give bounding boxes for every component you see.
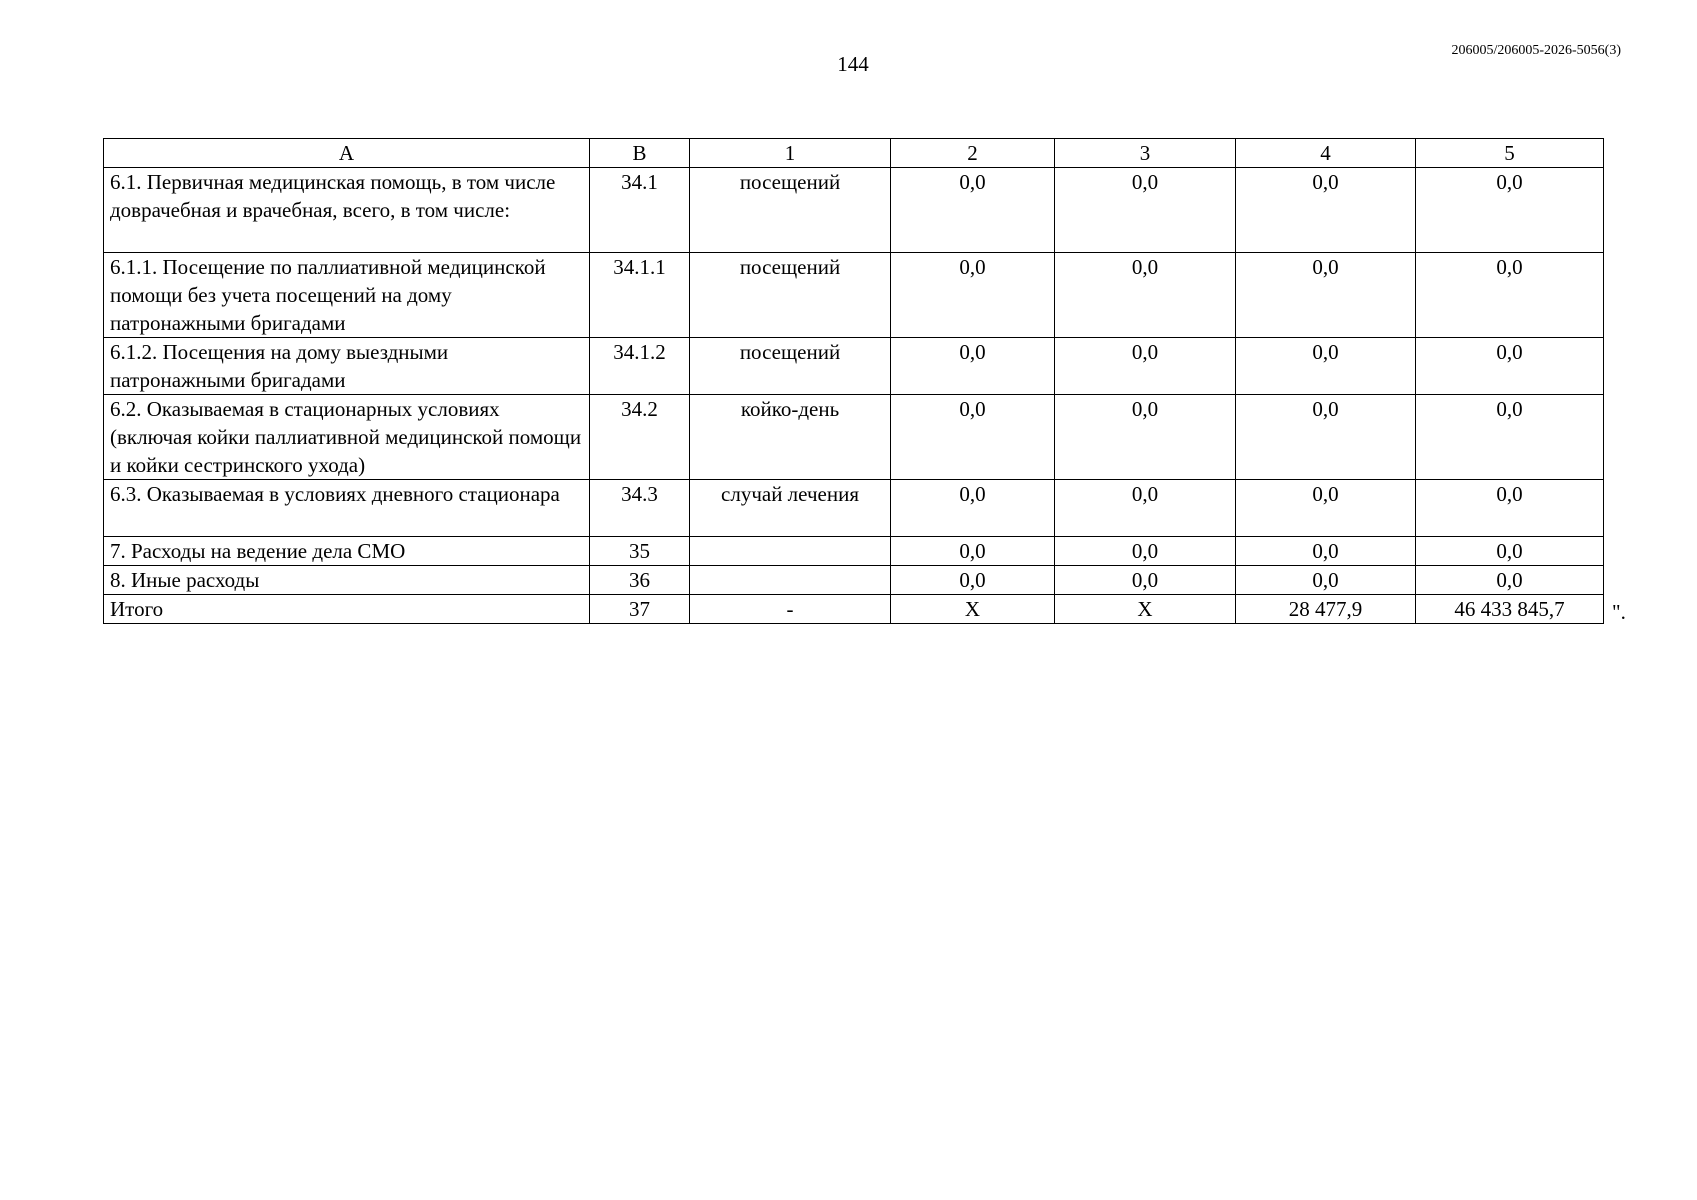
value-col-5-cell: 0,0	[1416, 253, 1604, 338]
value-col-2-cell: 0,0	[891, 480, 1055, 537]
row-code-cell: 34.1.2	[590, 338, 690, 395]
table-row	[104, 168, 1604, 253]
table-row	[104, 253, 1604, 338]
row-label-cell: Итого	[104, 595, 590, 624]
value-col-4-cell: 0,0	[1236, 537, 1416, 566]
column-header-1: 1	[690, 139, 891, 168]
table-body	[104, 168, 1604, 624]
value-col-5-cell: 46 433 845,7	[1416, 595, 1604, 624]
value-col-5-cell: 0,0	[1416, 537, 1604, 566]
row-code-cell: 34.3	[590, 480, 690, 537]
column-header-3: 3	[1055, 139, 1236, 168]
value-col-4-cell: 0,0	[1236, 480, 1416, 537]
row-code-cell: 35	[590, 537, 690, 566]
column-header-5: 5	[1416, 139, 1604, 168]
row-code-cell: 37	[590, 595, 690, 624]
unit-cell: посещений	[690, 253, 891, 338]
value-col-3-cell: 0,0	[1055, 395, 1236, 480]
value-col-3-cell: 0,0	[1055, 537, 1236, 566]
value-col-2-cell: 0,0	[891, 253, 1055, 338]
row-label-cell: 7. Расходы на ведение дела СМО	[104, 537, 590, 566]
unit-cell: случай лечения	[690, 480, 891, 537]
value-col-4-cell: 0,0	[1236, 168, 1416, 253]
page-number: 144	[837, 52, 869, 76]
value-col-4-cell: 0,0	[1236, 338, 1416, 395]
value-col-3-cell: 0,0	[1055, 338, 1236, 395]
row-label-cell: 8. Иные расходы	[104, 566, 590, 595]
table-header-row	[104, 139, 1604, 168]
unit-cell: посещений	[690, 168, 891, 253]
value-col-5-cell: 0,0	[1416, 168, 1604, 253]
row-code-cell: 34.1.1	[590, 253, 690, 338]
table-row	[104, 537, 1604, 566]
row-label-cell: 6.1. Первичная медицинская помощь, в том числе доврачебная и врачебная, всего, в том числе:	[104, 168, 590, 253]
row-label-cell: 6.1.2. Посещения на дому выездными патронажными бригадами	[104, 338, 590, 395]
row-label-cell: 6.1.1. Посещение по паллиативной медицинской помощи без учета посещений на дому патронажными бригадами	[104, 253, 590, 338]
table-row	[104, 338, 1604, 395]
value-col-2-cell: 0,0	[891, 566, 1055, 595]
unit-cell: койко-день	[690, 395, 891, 480]
row-label-cell: 6.3. Оказываемая в условиях дневного стационара	[104, 480, 590, 537]
value-col-4-cell: 0,0	[1236, 566, 1416, 595]
value-col-2-cell: 0,0	[891, 395, 1055, 480]
value-col-3-cell: 0,0	[1055, 168, 1236, 253]
table-row	[104, 480, 1604, 537]
row-code-cell: 36	[590, 566, 690, 595]
value-col-2-cell: Х	[891, 595, 1055, 624]
value-col-4-cell: 0,0	[1236, 395, 1416, 480]
value-col-3-cell: Х	[1055, 595, 1236, 624]
value-col-3-cell: 0,0	[1055, 253, 1236, 338]
row-code-cell: 34.2	[590, 395, 690, 480]
document-code: 206005/206005-2026-5056(3)	[1451, 43, 1621, 58]
value-col-2-cell: 0,0	[891, 338, 1055, 395]
unit-cell: -	[690, 595, 891, 624]
row-code-cell: 34.1	[590, 168, 690, 253]
unit-cell	[690, 566, 891, 595]
value-col-4-cell: 0,0	[1236, 253, 1416, 338]
table-row	[104, 595, 1604, 624]
table-row	[104, 395, 1604, 480]
column-header-4: 4	[1236, 139, 1416, 168]
value-col-5-cell: 0,0	[1416, 566, 1604, 595]
value-col-3-cell: 0,0	[1055, 566, 1236, 595]
unit-cell	[690, 537, 891, 566]
value-col-4-cell: 28 477,9	[1236, 595, 1416, 624]
table-row	[104, 566, 1604, 595]
data-table	[103, 138, 1604, 624]
value-col-5-cell: 0,0	[1416, 395, 1604, 480]
row-label-cell: 6.2. Оказываемая в стационарных условиях (включая койки паллиативной медицинской помощи и койки сестринского ухода)	[104, 395, 590, 480]
value-col-2-cell: 0,0	[891, 537, 1055, 566]
column-header-a: А	[104, 139, 590, 168]
value-col-5-cell: 0,0	[1416, 480, 1604, 537]
unit-cell: посещений	[690, 338, 891, 395]
column-header-b: В	[590, 139, 690, 168]
column-header-2: 2	[891, 139, 1055, 168]
closing-quote-mark: ".	[1612, 600, 1626, 624]
value-col-2-cell: 0,0	[891, 168, 1055, 253]
value-col-3-cell: 0,0	[1055, 480, 1236, 537]
value-col-5-cell: 0,0	[1416, 338, 1604, 395]
